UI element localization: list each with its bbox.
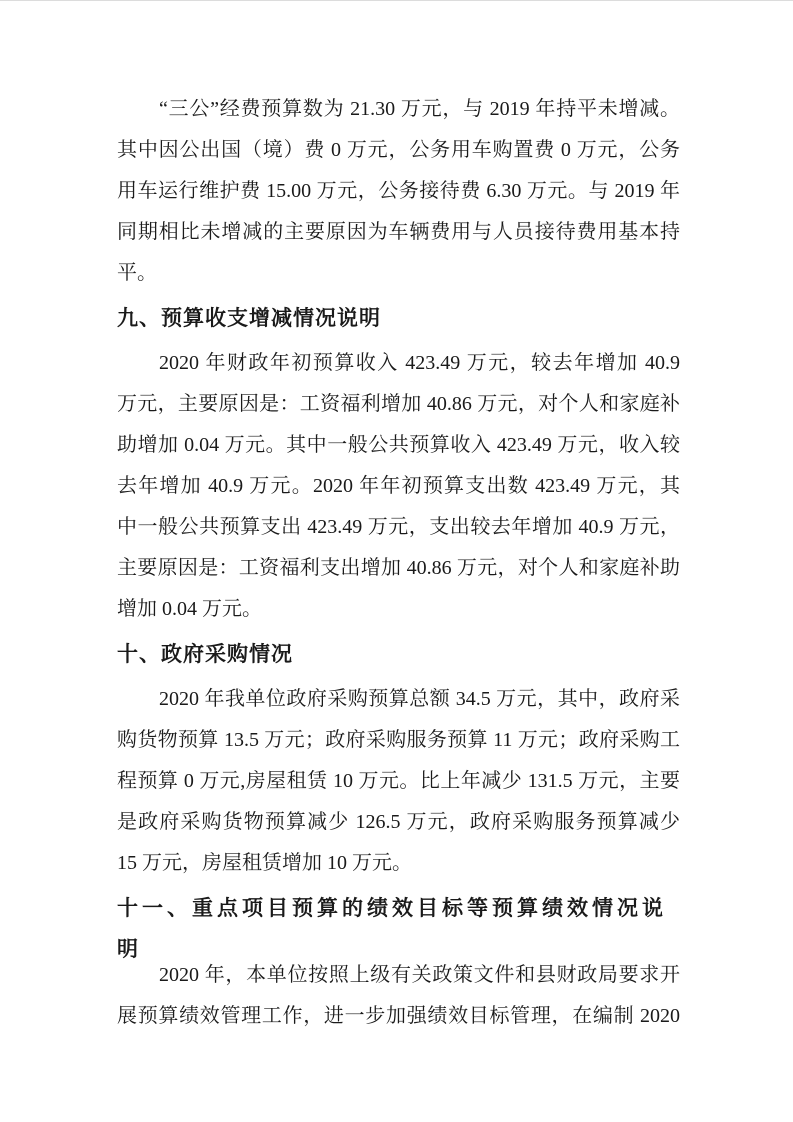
- paragraph-line: 是政府采购货物预算减少 126.5 万元，政府采购服务预算减少: [117, 811, 680, 833]
- paragraph-line: 15 万元，房屋租赁增加 10 万元。: [117, 852, 412, 874]
- paragraph-sangong-expenses: [117, 89, 680, 294]
- section-heading-budget-change: 九、预算收支增减情况说明: [117, 307, 381, 330]
- paragraph-line: “三公”经费预算数为 21.30 万元，与 2019 年持平未增减。: [159, 98, 680, 120]
- paragraph-line: 同期相比未增减的主要原因为车辆费用与人员接待费用基本持: [117, 221, 680, 243]
- section-heading-procurement: 十、政府采购情况: [117, 643, 293, 666]
- paragraph-line: 2020 年，本单位按照上级有关政策文件和县财政局要求开: [159, 964, 680, 986]
- paragraph-line: 2020 年财政年初预算收入 423.49 万元，较去年增加 40.9: [159, 352, 680, 374]
- document-content: [117, 89, 680, 1037]
- paragraph-line: 购货物预算 13.5 万元；政府采购服务预算 11 万元；政府采购工: [117, 729, 680, 751]
- paragraph-line: 去年增加 40.9 万元。2020 年年初预算支出数 423.49 万元，其: [117, 475, 680, 497]
- paragraph-line: 展预算绩效管理工作，进一步加强绩效目标管理，在编制 2020: [117, 1005, 680, 1027]
- paragraph-performance: [117, 955, 680, 1037]
- paragraph-budget-change: [117, 343, 680, 630]
- paragraph-line: 2020 年我单位政府采购预算总额 34.5 万元，其中，政府采: [159, 688, 680, 710]
- paragraph-line: 用车运行维护费 15.00 万元，公务接待费 6.30 万元。与 2019 年: [117, 180, 680, 202]
- paragraph-procurement: [117, 679, 680, 884]
- paragraph-line: 助增加 0.04 万元。其中一般公共预算收入 423.49 万元，收入较: [117, 434, 680, 456]
- paragraph-line: 中一般公共预算支出 423.49 万元，支出较去年增加 40.9 万元，: [117, 516, 680, 538]
- paragraph-line: 其中因公出国（境）费 0 万元，公务用车购置费 0 万元，公务: [117, 139, 680, 161]
- paragraph-line: 增加 0.04 万元。: [117, 598, 262, 620]
- paragraph-line: 万元，主要原因是：工资福利增加 40.86 万元，对个人和家庭补: [117, 393, 680, 415]
- paragraph-line: 主要原因是：工资福利支出增加 40.86 万元，对个人和家庭补助: [117, 557, 680, 579]
- paragraph-line: 平。: [117, 262, 157, 284]
- paragraph-line: 程预算 0 万元,房屋租赁 10 万元。比上年减少 131.5 万元，主要: [117, 770, 680, 792]
- section-heading-performance: 十一、重点项目预算的绩效目标等预算绩效情况说明: [117, 896, 667, 961]
